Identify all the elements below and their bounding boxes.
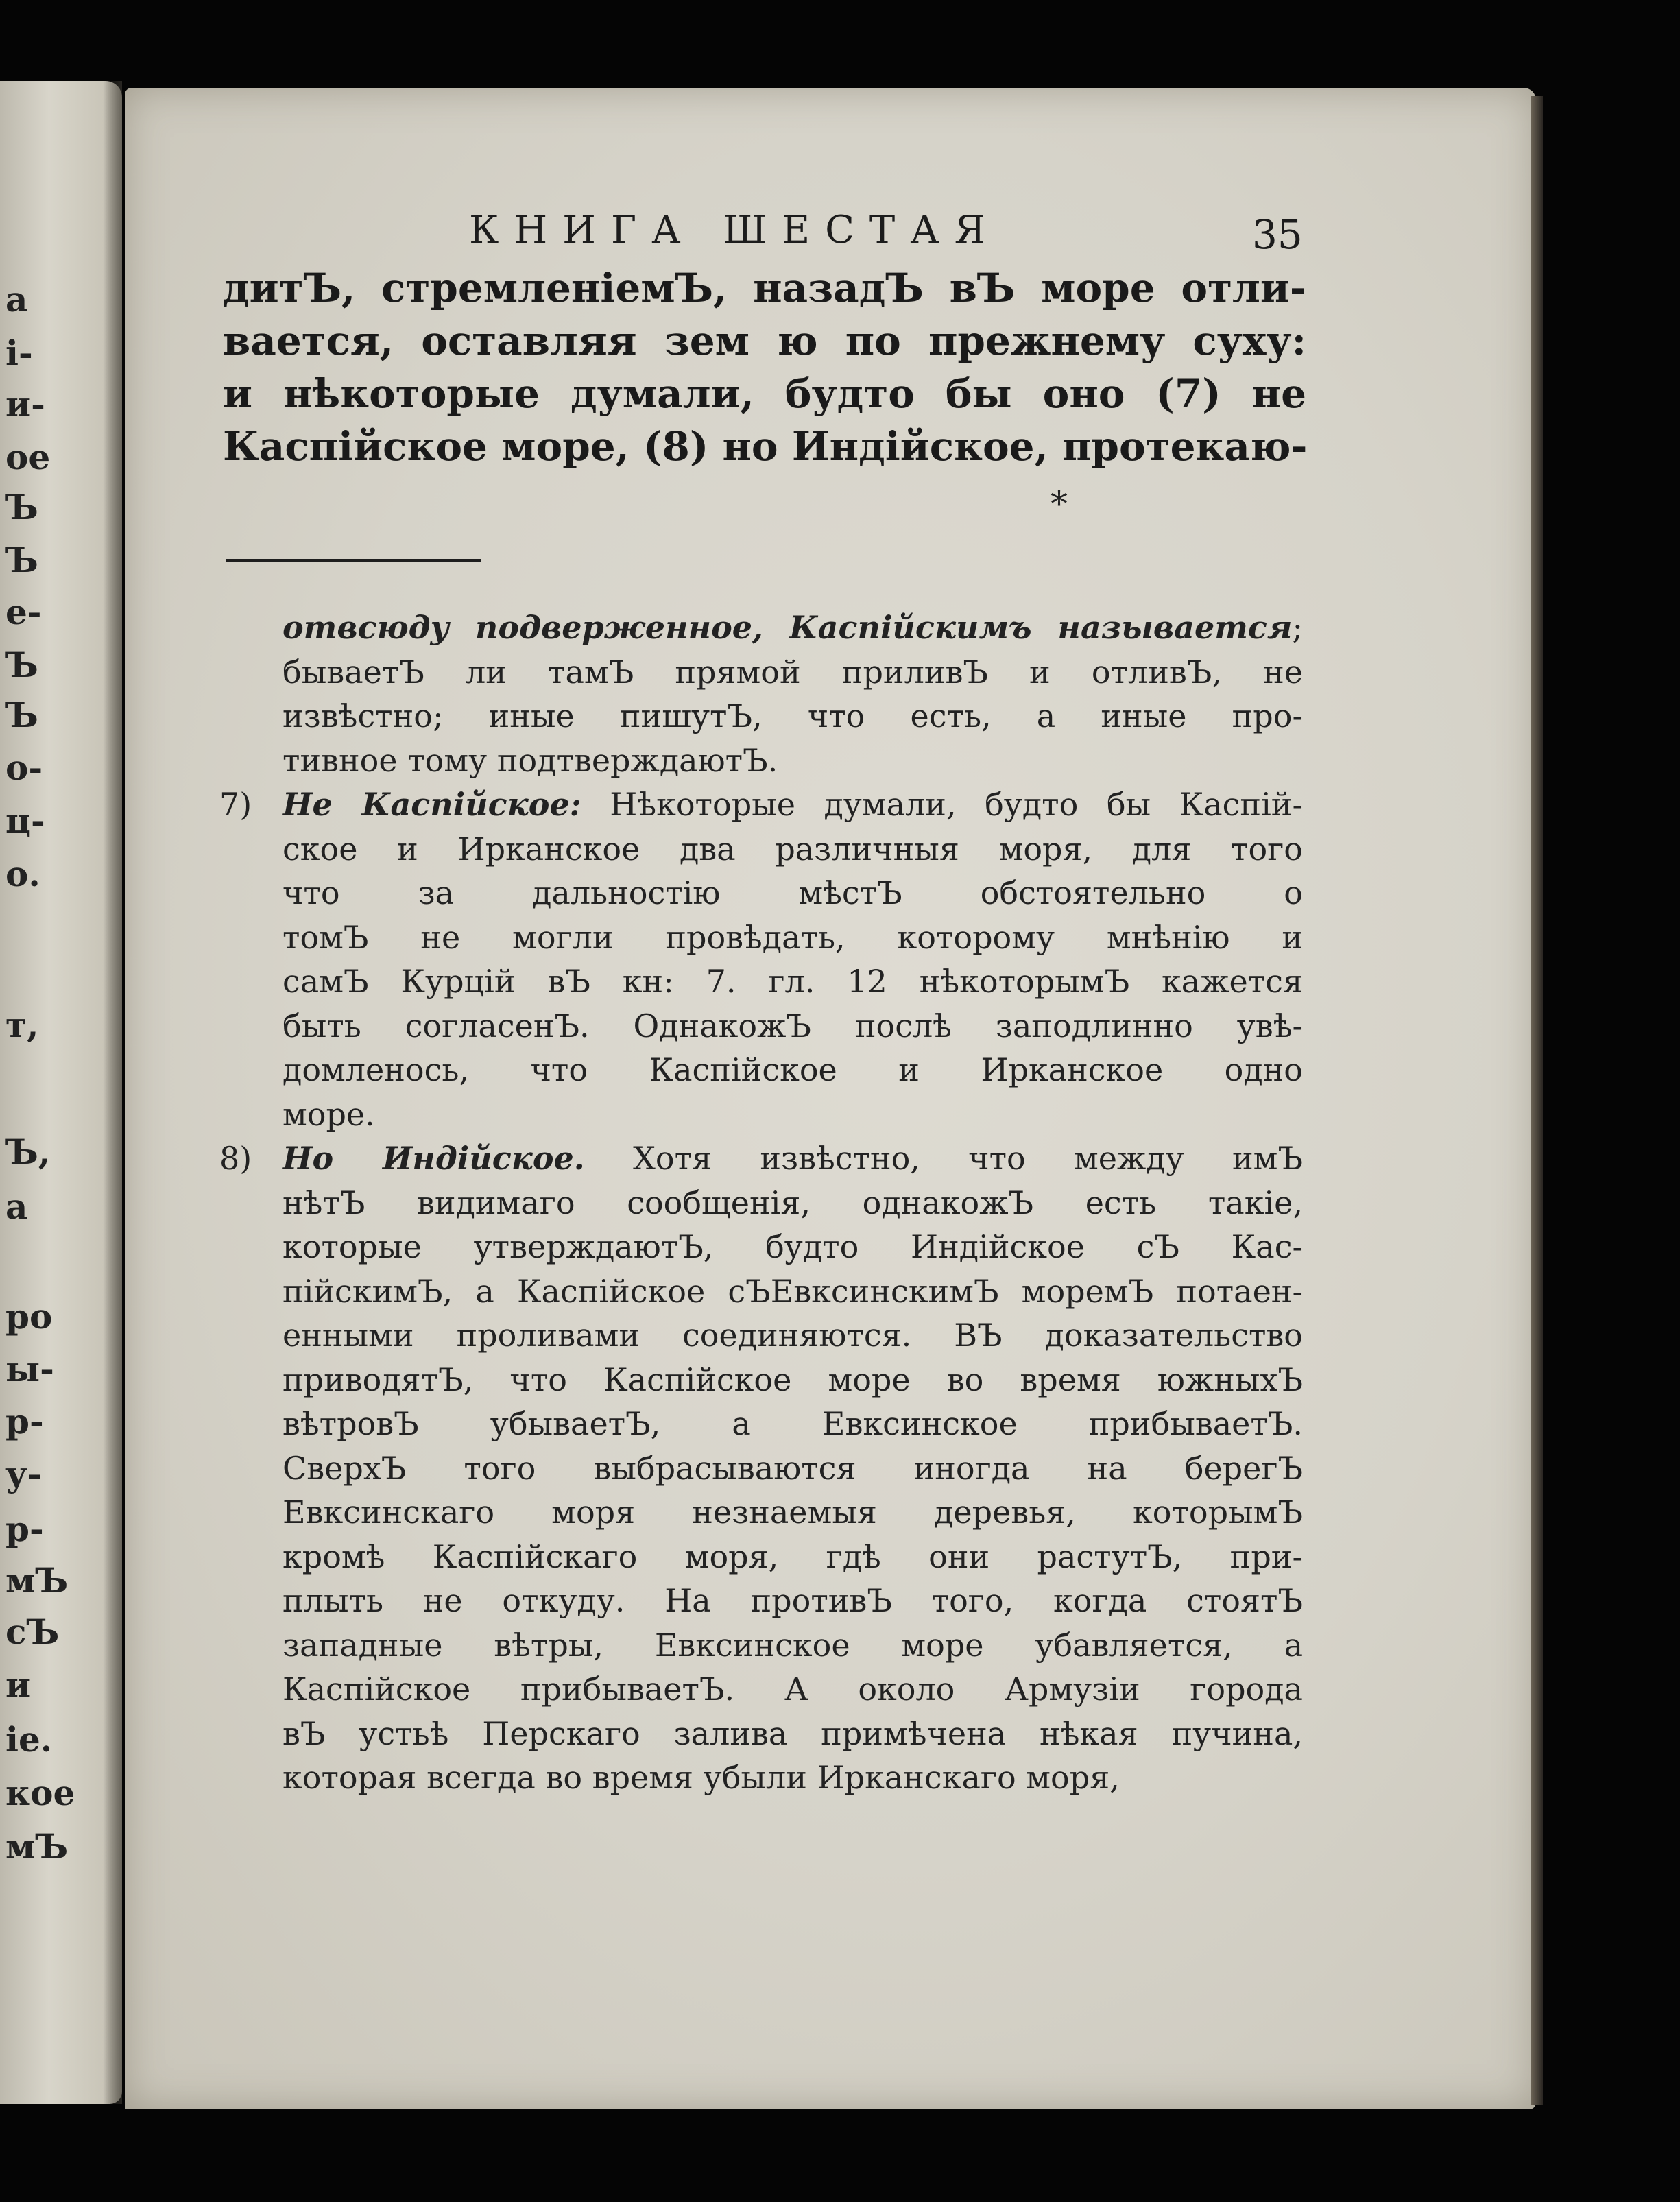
- left-page-fragment: Ъ: [5, 695, 38, 735]
- note-line: вЪ устьѣ Перскаго залива примѣчена нѣкая пучина,: [283, 1714, 1303, 1752]
- main-text-line: вается, оставляя зем ю по прежнему суху:: [223, 318, 1306, 364]
- left-page-fragment: мЪ: [5, 1826, 69, 1867]
- note-7-number: 7): [219, 786, 252, 823]
- left-page-fragment: ро: [5, 1296, 53, 1337]
- note-8-lines: [219, 1181, 1303, 1800]
- left-page-fragment: и-: [5, 384, 45, 424]
- left-gutter-shadow: [103, 81, 122, 2104]
- note-continuation-first-line: [219, 606, 1303, 650]
- note-8-number: 8): [219, 1140, 252, 1177]
- left-page-fragment: ое: [5, 437, 51, 477]
- left-page-fragment: о.: [5, 854, 40, 894]
- note-line: быть согласенЪ. ОднакожЪ послѣ заподлинно увѣ-: [283, 1007, 1303, 1044]
- left-page-fragment: іе.: [5, 1719, 53, 1760]
- note-line: самЪ Курцій вЪ кн: 7. гл. 12 нѣкоторымЪ кажется: [283, 963, 1303, 1000]
- left-page-fragment: Ъ,: [5, 1132, 51, 1172]
- note-8-first-line: [219, 1136, 1303, 1181]
- note-8-first-text: Хотя извѣстно, что между имЪ: [633, 1140, 1303, 1177]
- left-page-fragment: р-: [5, 1401, 44, 1441]
- left-page-fragment: ц-: [5, 800, 45, 841]
- note-8-term: Но Индійское.: [283, 1140, 585, 1177]
- note-7-first-text: Нѣкоторые думали, будто бы Каспій-: [610, 786, 1304, 823]
- note-line: извѣстно; иные пишутЪ, что есть, а иные про-: [283, 697, 1303, 734]
- left-page-fragment: т,: [5, 1005, 39, 1045]
- note-continuation-italic: отвсюду подверженное, Каспійскимъ называется: [283, 609, 1293, 646]
- main-text-line: и нѣкоторые думали, будто бы оно (7) не: [223, 370, 1306, 417]
- left-page-fragment: кое: [5, 1773, 75, 1813]
- left-page-fragment: сЪ: [5, 1612, 60, 1652]
- note-line: приводятЪ, что Каспійское море во время южныхЪ: [283, 1361, 1303, 1398]
- note-line: пійскимЪ, а Каспійское сЪЕвксинскимЪ моремЪ потаен-: [283, 1272, 1303, 1310]
- page-number: 35: [1252, 211, 1303, 258]
- note-line: которые утверждаютЪ, будто Индійское сЪ Кас-: [283, 1228, 1303, 1265]
- left-page-fragment: и: [5, 1664, 32, 1705]
- left-page-fragment: а: [5, 1186, 28, 1227]
- left-page-fragment: а: [5, 279, 28, 320]
- note-line: Евксинскаго моря незнаемыя деревья, которымЪ: [283, 1494, 1303, 1531]
- left-page-fragment: ы-: [5, 1349, 54, 1389]
- left-page-edge: [0, 81, 122, 2104]
- page-edge-shadow: [1531, 96, 1543, 2105]
- left-page-fragment: р-: [5, 1509, 44, 1549]
- note-line: кромѣ Каспійскаго моря, гдѣ они растутЪ, при-: [283, 1537, 1303, 1575]
- left-page-fragment: Ъ: [5, 540, 38, 580]
- note-line: домленось, что Каспійское и Ирканское одно: [283, 1051, 1303, 1088]
- footnote-asterisk: *: [1051, 484, 1068, 524]
- footnote-rule: [226, 559, 481, 562]
- note-line: западные вѣтры, Евксинское море убавляется, а: [283, 1626, 1303, 1664]
- note-line: вѣтровЪ убываетЪ, а Евксинское прибываетЪ.: [283, 1405, 1303, 1442]
- note-line: море.: [283, 1095, 375, 1133]
- note-line: томЪ не могли провѣдать, которому мнѣнію и: [283, 918, 1303, 956]
- left-page-fragment: Ъ: [5, 487, 38, 527]
- main-text-line: Каспійское море, (8) но Индійское, протекаю-: [223, 423, 1308, 470]
- note-continuation-tail: ;: [1292, 609, 1303, 646]
- running-title: КНИГА ШЕСТАЯ: [469, 208, 1000, 252]
- note-continuation-lines: [219, 650, 1303, 783]
- note-line: бываетЪ ли тамЪ прямой приливЪ и отливЪ, не: [283, 653, 1303, 691]
- footnotes-block: [219, 606, 1303, 1800]
- main-text-line: дитЪ, стремленіемЪ, назадЪ вЪ море отли-: [223, 265, 1306, 311]
- main-text-block: [223, 262, 1306, 473]
- note-line: СверхЪ того выбрасываются иногда на берегЪ: [283, 1449, 1303, 1487]
- left-page-fragment: е-: [5, 592, 42, 632]
- left-page-fragment: о-: [5, 747, 43, 788]
- left-page-fragment: мЪ: [5, 1560, 69, 1601]
- note-7-lines: [219, 827, 1303, 1137]
- note-line: что за дальностію мѣстЪ обстоятельно о: [283, 874, 1303, 911]
- note-line: тивное тому подтверждаютЪ.: [283, 741, 778, 779]
- left-page-fragment: у-: [5, 1454, 42, 1494]
- note-line: енными проливами соединяются. ВЪ доказательство: [283, 1317, 1303, 1354]
- left-page-fragment: Ъ: [5, 645, 38, 685]
- left-page-fragment: і-: [5, 333, 33, 373]
- note-line: нѣтЪ видимаго сообщенія, однакожЪ есть такіе,: [283, 1184, 1303, 1221]
- note-line: Каспійское прибываетЪ. А около Армузіи города: [283, 1671, 1303, 1708]
- note-7-first-line: [219, 782, 1303, 827]
- note-line: которая всегда во время убыли Ирканскаго моря,: [283, 1759, 1120, 1796]
- note-line: ское и Ирканское два различныя моря, для того: [283, 830, 1303, 867]
- note-7-term: Не Каспійское:: [283, 786, 581, 823]
- note-line: плыть не откуду. На противЪ того, когда стоятЪ: [283, 1582, 1303, 1619]
